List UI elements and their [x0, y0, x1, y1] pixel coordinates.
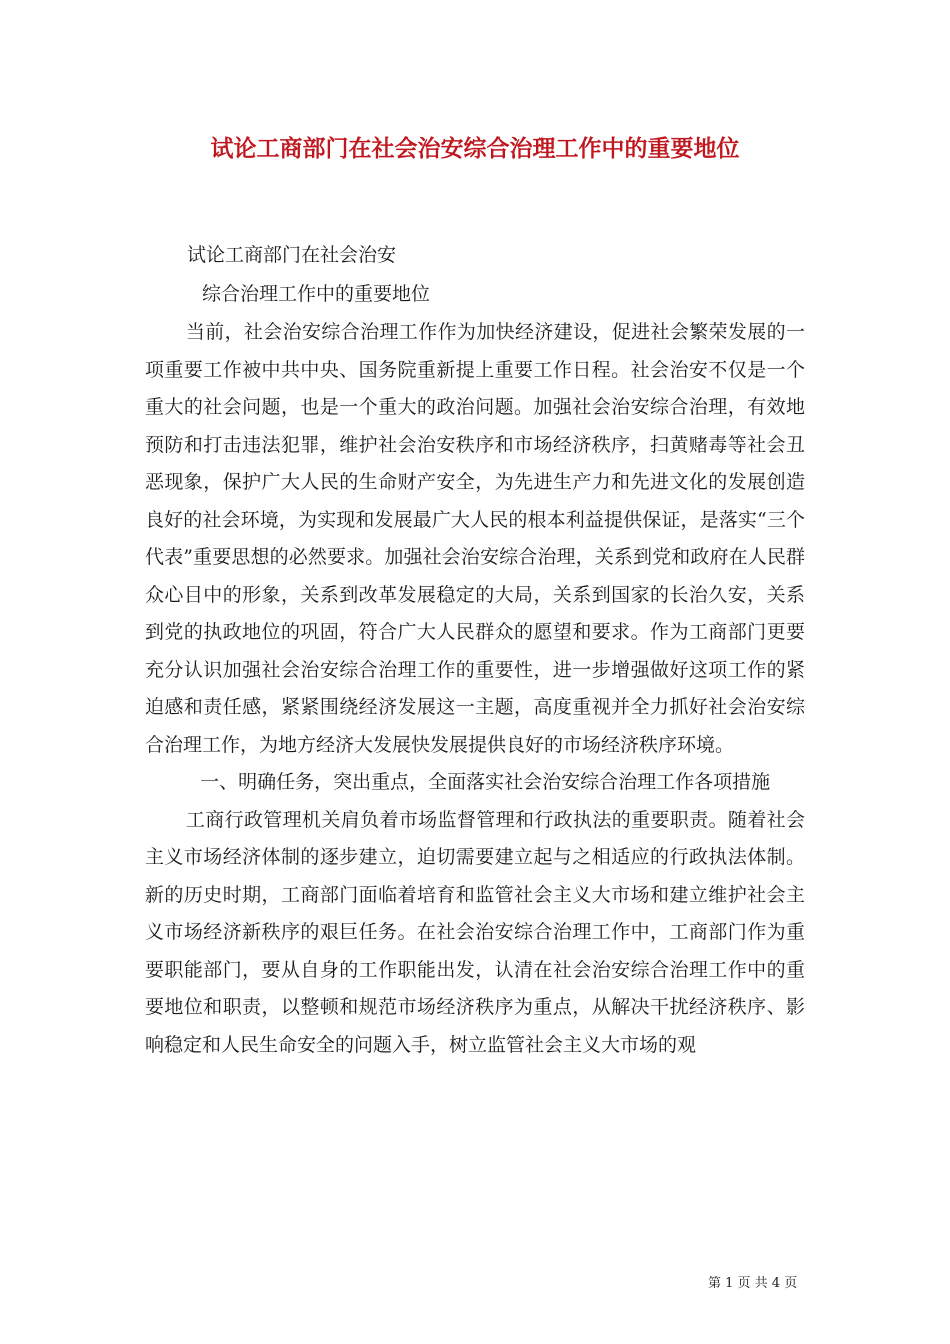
paragraph-intro: 当前，社会治安综合治理工作作为加快经济建设，促进社会繁荣发展的一项重要工作被中共中央、国务院重新提上重要工作日程。社会治安不仅是一个重大的社会问题，也是一个重大的政治问题。加强社会治安综合治理，有效地预防和打击违法犯罪，维护社会治安秩序和市场经济秩序，扫黄赌毒等社会丑恶现象，保护广大人民的生命财产安全，为先进生产力和先进文化的发展创造良好的社会环境，为实现和发展最广大人民的根本利益提供保证，是落实“三个代表”重要思想的必然要求。加强社会治安综合治理，关系到党和政府在人民群众心目中的形象，关系到改革发展稳定的大局，关系到国家的长治久安，关系到党的执政地位的巩固，符合广大人民群众的愿望和要求。作为工商部门更要充分认识加强社会治安综合治理工作的重要性，进一步增强做好这项工作的紧迫感和责任感，紧紧围绕经济发展这一主题，高度重视并全力抓好社会治安综合治理工作，为地方经济大发展快发展提供良好的市场经济秩序环境。	[145, 321, 805, 756]
section-heading-1: 一、明确任务，突出重点，全面落实社会治安综合治理工作各项措施	[200, 771, 771, 793]
document-title: 试论工商部门在社会治安综合治理工作中的重要地位	[210, 135, 740, 162]
document-body	[145, 314, 805, 1064]
subtitle-line-2: 综合治理工作中的重要地位	[202, 283, 431, 305]
page-number-footer: 第 1 页 共 4 页	[708, 1276, 798, 1291]
subtitle-line-1: 试论工商部门在社会治安	[187, 244, 397, 266]
paragraph-section-1: 工商行政管理机关肩负着市场监督管理和行政执法的重要职责。随着社会主义市场经济体制的逐步建立，迫切需要建立起与之相适应的行政执法体制。新的历史时期，工商部门面临着培育和监管社会主义大市场和建立维护社会主义市场经济新秩序的艰巨任务。在社会治安综合治理工作中，工商部门作为重要职能部门，要从自身的工作职能出发，认清在社会治安综合治理工作中的重要地位和职责，以整顿和规范市场经济秩序为重点，从解决干扰经济秩序、影响稳定和人民生命安全的问题入手，树立监管社会主义大市场的观	[145, 808, 805, 1056]
